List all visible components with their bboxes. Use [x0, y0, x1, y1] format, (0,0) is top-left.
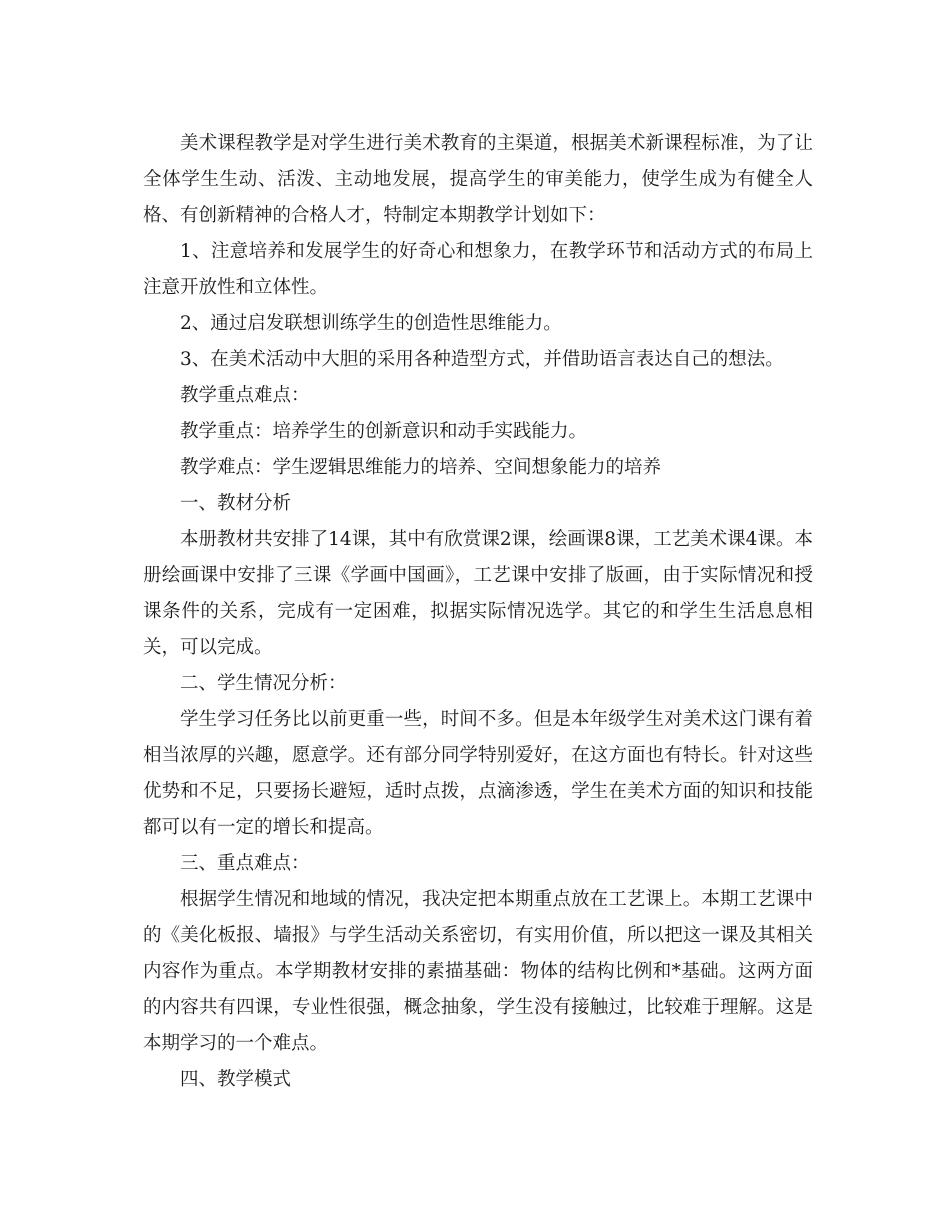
paragraph-point-2: 2、通过启发联想训练学生的创造性思维能力。 [180, 313, 562, 334]
paragraph-student-analysis: 学生学习任务比以前更重一些，时间不多。但是本年级学生对美术这门课有着相当浓厚的兴趣，愿意学。还有部分同学特别爱好，在这方面也有特长。针对这些优势和不足，只要扬长避短，适时点拨，点滴渗透，学生在美术方面的知识和技能都可以有一定的增长和提高。 [143, 709, 813, 838]
paragraph-intro: 美术课程教学是对学生进行美术教育的主渠道，根据美术新课程标准，为了让全体学生生动、活泼、主动地发展，提高学生的审美能力，使学生成为有健全人格、有创新精神的合格人才，特制定本期教学计划如下： [143, 133, 813, 226]
document-body [143, 126, 813, 1098]
paragraph-textbook-analysis: 本册教材共安排了14课，其中有欣赏课2课，绘画课8课，工艺美术课4课。本册绘画课中安排了三课《学画中国画》，工艺课中安排了版画，由于实际情况和授课条件的关系，完成有一定困难，拟据实际情况选学。其它的和学生生活息息相关，可以完成。 [143, 529, 813, 658]
paragraph-point-3: 3、在美术活动中大胆的采用各种造型方式，并借助语言表达自己的想法。 [180, 349, 784, 370]
heading-section-1: 一、教材分析 [180, 493, 292, 514]
paragraph-point-1: 1、注意培养和发展学生的好奇心和想象力，在教学环节和活动方式的布局上注意开放性和立体性。 [143, 241, 813, 298]
heading-section-2: 二、学生情况分析： [180, 673, 347, 694]
heading-section-3: 三、重点难点： [180, 853, 310, 874]
heading-key-difficult-points: 教学重点难点： [180, 385, 310, 406]
paragraph-key-difficulties: 根据学生情况和地域的情况，我决定把本期重点放在工艺课上。本期工艺课中的《美化板报、墙报》与学生活动关系密切，有实用价值，所以把这一课及其相关内容作为重点。本学期教材安排的素描基础：物体的结构比例和*基础。这两方面的内容共有四课，专业性很强，概念抽象，学生没有接触过，比较难于理解。这是本期学习的一个难点。 [143, 889, 813, 1054]
heading-section-4: 四、教学模式 [180, 1069, 292, 1090]
paragraph-difficult-point: 教学难点：学生逻辑思维能力的培养、空间想象能力的培养 [180, 457, 662, 478]
paragraph-key-point: 教学重点：培养学生的创新意识和动手实践能力。 [180, 421, 588, 442]
